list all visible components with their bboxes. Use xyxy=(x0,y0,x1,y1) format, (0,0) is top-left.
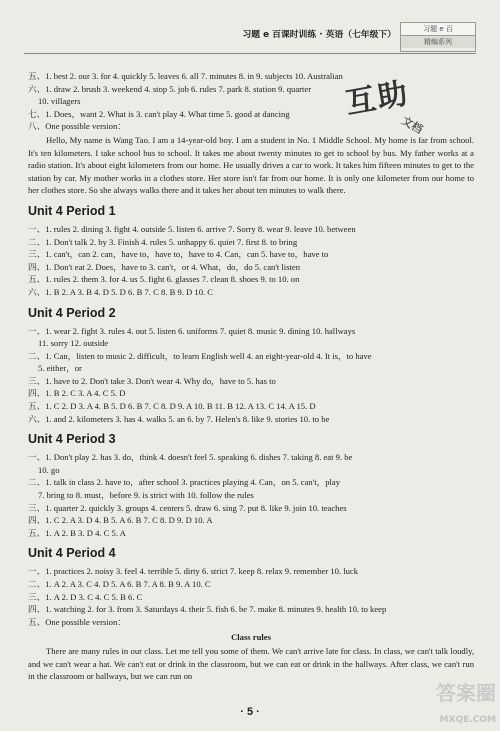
answer-line: 7. bring to 8. must，before 9. is strict with 10. follow the rules xyxy=(38,490,254,501)
series-badge-top: 习题 e 百 xyxy=(401,23,475,36)
answer-line: 五、1. best 2. our 3. for 4. quickly 5. leaves 6. all 7. minutes 8. in 9. subjects 10. Australian xyxy=(28,71,343,81)
answer-line: 四、1. Don't eat 2. Does，have to 3. can't，or 4. What，do，do 5. can't listen xyxy=(28,261,301,272)
page-header xyxy=(24,22,476,52)
answer-line: 一、1. wear 2. fight 3. rules 4. out 5. listen 6. uniforms 7. quiet 8. music 9. dining 10. hallways xyxy=(28,325,356,336)
essay-paragraph: There are many rules in our class. Let me tell you some of them. We can't arrive late for class. In class, we can't talk loudly, and we can't wear a hat. We can't eat or drink in the classroom, but we can eat or drink in the hallways. After class, we can't run in the classroom or hallways, but we can run on xyxy=(28,645,474,682)
answer-line: 三、1. quarter 2. quickly 3. groups 4. centers 5. draw 6. sing 7. put 8. like 9. join 10. teaches xyxy=(28,502,347,513)
watermark-line2: MXQE.COM xyxy=(439,715,496,726)
essay-title: Class rules xyxy=(231,632,271,643)
answer-line: 10. go xyxy=(38,464,60,475)
answer-line: 三、1. can't，can 2. can，have to，have to，have to 4. Can，can 5. have to，have to xyxy=(28,249,329,260)
watermark-line1: 答案圈 xyxy=(436,681,496,705)
unit-heading: Unit 4 Period 1 xyxy=(28,203,116,218)
answer-line: 八、One possible version： xyxy=(28,121,126,132)
answer-line: 10. villagers xyxy=(38,96,81,107)
answer-line: 六、1. B 2. A 3. B 4. D 5. D 6. B 7. C 8. B 9. D 10. C xyxy=(28,286,214,297)
answer-line: 三、1. have to 2. Don't take 3. Don't wear 4. Why do，have to 5. has to xyxy=(28,375,276,386)
answer-content xyxy=(28,70,474,695)
answer-line: 二、1. A 2. A 3. C 4. D 5. A 6. B 7. A 8. B 9. A 10. C xyxy=(28,579,211,589)
header-title: 习题 e 百课时训练 · 英语（七年级下） xyxy=(242,30,396,40)
series-badge-bottom: 精编系列 xyxy=(401,36,475,48)
answer-line: 二、1. talk in class 2. have to，after school 3. practices playing 4. Can，on 5. can't，play xyxy=(28,477,341,488)
answer-line: 三、1. A 2. D 3. C 4. C 5. B 6. C xyxy=(28,591,143,602)
unit-heading: Unit 4 Period 3 xyxy=(28,432,116,447)
answer-line: 二、1. Don't talk 2. by 3. Finish 4. rules 5. unhappy 6. quiet 7. first 8. to bring xyxy=(28,236,298,247)
answer-line: 五、1. A 2. B 3. D 4. C 5. A xyxy=(28,527,126,538)
answer-line: 一、1. Don't play 2. has 3. do，think 4. doesn't feel 5. speaking 6. dishes 7. taking 8. eat 9. be xyxy=(28,452,353,463)
answer-line: 六、1. draw 2. brush 3. weekend 4. stop 5. job 6. rules 7. park 8. station 9. quarter xyxy=(28,83,312,94)
answer-line: 11. sorry 12. outside xyxy=(38,338,109,349)
answer-line: 一、1. practices 2. noisy 3. feel 4. terrible 5. dirty 6. strict 7. keep 8. relax 9. remember 10. luck xyxy=(28,566,359,577)
header-divider xyxy=(24,53,476,54)
stamp-main-text: 互助 xyxy=(342,75,413,122)
answer-line: 五、One possible version： xyxy=(28,616,126,627)
answer-line: 五、1. C 2. D 3. A 4. B 5. D 6. B 7. C 8. D 9. A 10. B 11. B 12. A 13. C 14. A 15. D xyxy=(28,401,316,412)
answer-line: 四、1. watching 2. for 3. from 3. Saturdays 4. their 5. fish 6. be 7. make 8. minutes 9. health 10. to keep xyxy=(28,604,387,615)
answer-line: 一、1. rules 2. dining 3. fight 4. outside 5. listen 6. arrive 7. Sorry 8. wear 9. leave 10. between xyxy=(28,223,356,234)
essay-paragraph: Hello, My name is Wang Tao. I am a 14-year-old boy. I am a student in No. 1 Middle School. My home is far from school. It's ten kilometers. I take school bus to school. It takes me about twenty minutes to get to school by bus. My father works at a radio station. It's about eight kilometers from our home. He usually drives a car to work. It takes him fifteen minutes to get to the station by car. My mother works in a clothes store. Her store isn't far from our home. It is only one kilometer from our home to her clothes store. So she always walks there and it takes her about ten minutes to walk there. xyxy=(28,134,474,196)
answer-line: 二、1. Can，listen to music 2. difficult，to learn English well 4. an eight-year-old 4. It is，to have xyxy=(28,350,372,361)
answer-line: 四、1. B 2. C 3. A 4. C 5. D xyxy=(28,388,126,399)
unit-heading: Unit 4 Period 4 xyxy=(28,546,116,561)
stamp-sub-text: 文档 xyxy=(399,114,425,137)
series-badge xyxy=(400,22,476,52)
answer-line: 六、1. and 2. kilometers 3. has 4. walks 5. an 6. by 7. Helen's 8. like 9. stories 10. to be xyxy=(28,413,330,424)
answer-line: 五、1. rules 2. them 3. for 4. us 5. fight 6. glasses 7. clean 8. shoes 9. to 10. on xyxy=(28,274,300,285)
unit-heading: Unit 4 Period 2 xyxy=(28,305,116,320)
answer-line: 5. either，or xyxy=(38,363,82,374)
watermark-logo xyxy=(416,681,496,727)
answer-line: 四、1. C 2. A 3. D 4. B 5. A 6. B 7. C 8. D 9. D 10. A xyxy=(28,515,213,526)
answer-line: 七、1. Does，want 2. What is 3. can't play 4. What time 5. good at dancing xyxy=(28,108,290,119)
page-number: · 5 · xyxy=(240,706,260,719)
